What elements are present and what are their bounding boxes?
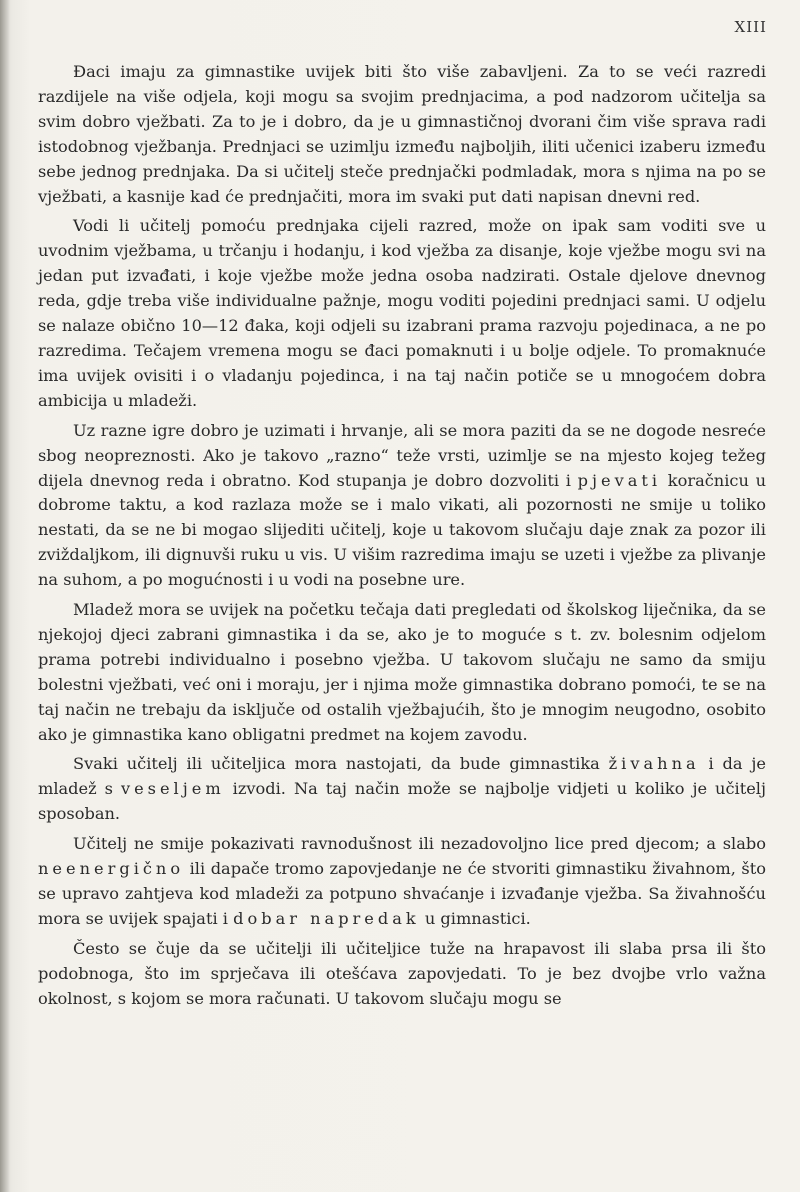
paragraph-3-emphasis: pjevati	[577, 470, 662, 490]
paragraph-5-text-a: Svaki učitelj ili učiteljica mora nastojati, da bude gimnastika	[73, 754, 609, 774]
paragraph-3	[38, 419, 766, 593]
paragraph-1: Đaci imaju za gimnastike uvijek biti što više zabavljeni. Za to se veći razredi razdijele na više odjela, koji mogu sa svojim prednjacima, a pod nadzorom učitelja sa svim dobro vježbati. Za to je i dobro, da je u gimnastičnoj dvorani čim više sprava radi istodobnog vježbanja. Prednjaci se uzimlju između najboljih, iliti učenici izaberu između sebe jednog prednjaka. Da si učitelj steče prednjački podmladak, mora s njima na po se vježbati, a kasnije kad će prednjačiti, mora im svaki put dati napisan dnevni red.	[38, 62, 766, 206]
paragraph-5-text-c: izvodi. Na taj način može se najbolje vidjeti u koliko je učitelj sposoban.	[38, 779, 766, 824]
paragraph-6-emphasis-2: dobar napredak	[233, 908, 420, 928]
paragraph-6-text-a: Učitelj ne smije pokazivati ravnodušnost ili nezadovoljno lice pred djecom; a slabo	[73, 834, 766, 854]
paragraph-3-text-b: koračnicu u dobrome taktu, a kod razlaza može se i malo vikati, ali pozornosti ne smije u toliko nestati, da se ne bi mogao slijediti učitelj, koje u takovom slučaju daje znak za pozor ili zviždaljkom, ili dignuvši ruku u vis. U višim razredima imaju se uzeti i vježbe za plivanje na suhom, a po mogućnosti i u vodi na posebne ure.	[38, 470, 766, 590]
paragraph-4: Mladež mora se uvijek na početku tečaja dati pregledati od školskog liječnika, da se njekojoj djeci zabrani gimnastika i da se, ako je to moguće s t. zv. bolesnim odjelom prama potrebi individualno i posebno vježba. U takovom slučaju ne samo da smiju bolestni vježbati, već oni i moraju, jer i njima može gimnastika dobrano pomoći, te se na taj način ne trebaju da isključe od ostalih vježbajućih, što je mnogim neugodno, osobito ako je gimnastika kano obligatni predmet na kojem zavodu.	[38, 600, 766, 744]
paragraph-5-emphasis-1: živahna	[608, 754, 700, 774]
paragraph-3-text-a: Uz razne igre dobro je uzimati i hrvanje, ali se mora paziti da se ne dogode nesreće sbog neopreznosti. Ako je takovo „razno“ teže vrsti, uzimlje se na mjesto kojeg težeg dijela dnevnog reda i obratno. Kod stupanja je dobro dozvoliti i	[38, 420, 766, 490]
page-number: XIII	[734, 18, 767, 36]
paragraph-6-text-b: ili dapače tromo zapovjedanje ne će stvoriti gimnastiku živahnom, što se upravo zahtjeva kod mladeži za potpuno shvaćanje i izvađanje vježba. Sa živahnošću mora se uvijek spajati i	[38, 859, 766, 928]
paragraph-6	[38, 832, 766, 932]
paragraph-6-emphasis-1: neenergično	[38, 859, 185, 879]
paragraph-5-emphasis-2: veseljem	[120, 779, 225, 799]
paragraph-5-text-b: i da je mladež s	[38, 754, 766, 799]
paragraph-6-text-c: u gimnastici.	[419, 908, 531, 928]
paragraph-7: Često se čuje da se učitelji ili učiteljice tuže na hrapavost ili slaba prsa ili što podobnoga, što im sprječava ili otešćava zapovjedati. To je bez dvojbe vrlo važna okolnost, s kojom se mora računati. U takovom slučaju mogu se	[38, 938, 766, 1008]
paragraph-5	[38, 752, 766, 827]
body-text	[38, 60, 766, 1017]
page-binding-edge	[0, 0, 10, 1192]
paragraph-2: Vodi li učitelj pomoću prednjaka cijeli razred, može on ipak sam voditi sve u uvodnim vježbama, u trčanju i hodanju, i kod vježba za disanje, koje vježbe mogu svi na jedan put izvađati, i koje vježbe može jedna osoba nadzirati. Ostale djelove dnevnog reda, gdje treba više individualne pažnje, mogu voditi pojedini prednjaci sami. U odjelu se nalaze obično 10—12 đaka, koji odjeli su izabrani prama razvoju pojedinaca, a ne po razredima. Tečajem vremena mogu se đaci pomaknuti i u bolje odjele. To promaknuće ima uvijek ovisiti i o vladanju pojedinca, i na taj način potiče se u mnogoćem dobra ambicija u mladeži.	[38, 216, 766, 410]
